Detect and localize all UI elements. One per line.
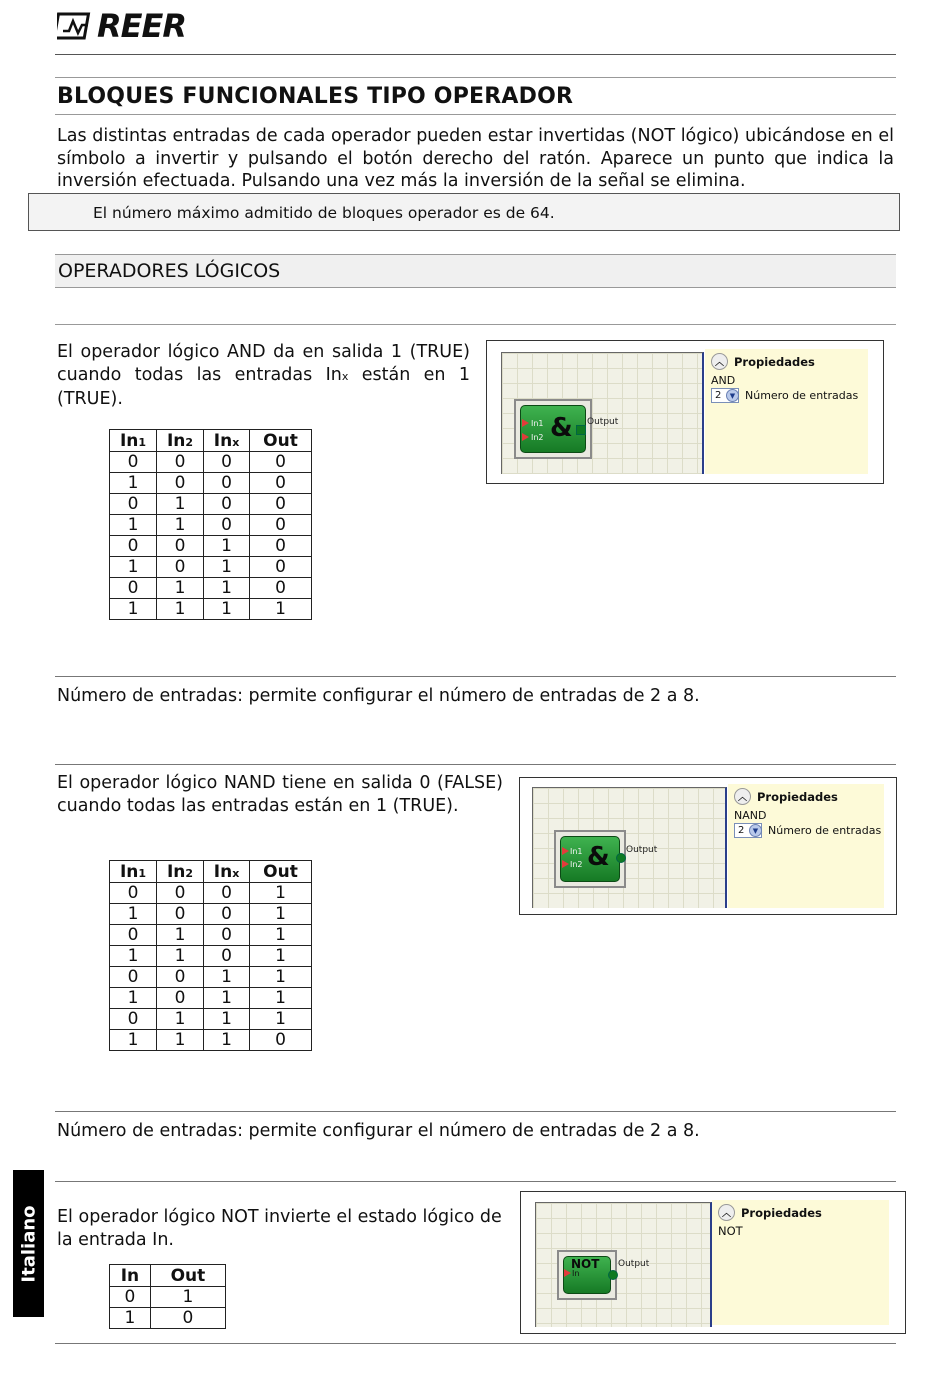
not-divider	[55, 1181, 896, 1182]
nand-inputs-note: Número de entradas: permite configurar el número de entradas de 2 a 8.	[57, 1121, 700, 1141]
table-row	[110, 452, 312, 473]
table-cell: 1	[157, 1009, 204, 1030]
pin-in1: In1	[531, 419, 544, 428]
and-screenshot	[486, 340, 884, 484]
column-header: Out	[150, 1265, 225, 1287]
table-cell: 1	[250, 883, 312, 904]
output-port[interactable]	[608, 1270, 618, 1280]
table-cell: 0	[250, 494, 312, 515]
not-properties-panel	[712, 1200, 889, 1325]
table-cell: 1	[110, 946, 157, 967]
chevron-up-icon[interactable]: ︿	[718, 1204, 735, 1221]
column-header: Inx	[204, 430, 250, 452]
table-cell: 0	[250, 515, 312, 536]
nand-note-divider	[55, 1111, 896, 1112]
and-truth-table	[109, 429, 312, 620]
table-row	[110, 536, 312, 557]
input-arrow-icon	[562, 860, 569, 868]
table-cell: 1	[204, 1009, 250, 1030]
column-header: Inx	[204, 861, 250, 883]
table-cell: 0	[157, 988, 204, 1009]
pin-in2: In2	[531, 433, 544, 442]
output-port[interactable]	[616, 853, 626, 863]
table-cell: 0	[204, 515, 250, 536]
table-cell: 1	[204, 557, 250, 578]
title-divider-bottom	[55, 114, 896, 115]
nand-screenshot	[519, 777, 897, 915]
properties-header[interactable]: ︿ Propiedades	[718, 1204, 822, 1221]
language-tab	[13, 1170, 44, 1317]
subsection-heading	[55, 254, 896, 288]
table-cell: 0	[150, 1308, 225, 1329]
operator-name: NOT	[718, 1224, 743, 1238]
table-cell: 1	[250, 988, 312, 1009]
inputs-label: Número de entradas	[745, 389, 859, 402]
note-box	[28, 193, 900, 231]
column-header: Out	[250, 861, 312, 883]
and-divider	[55, 324, 896, 325]
note-text: El número máximo admitido de bloques operador es de 64.	[93, 204, 555, 222]
footer-divider	[55, 1343, 896, 1344]
language-label: Italiano	[18, 1204, 39, 1283]
table-row	[110, 1009, 312, 1030]
table-cell: 0	[157, 473, 204, 494]
header-divider	[55, 54, 896, 55]
chevron-up-icon[interactable]: ︿	[711, 353, 728, 370]
output-label: Output	[618, 1259, 650, 1269]
table-cell: 0	[157, 967, 204, 988]
table-row	[110, 599, 312, 620]
table-cell: 1	[157, 599, 204, 620]
column-header: In2	[157, 861, 204, 883]
table-cell: 1	[250, 967, 312, 988]
table-row	[110, 557, 312, 578]
table-cell: 1	[250, 599, 312, 620]
table-header-row	[110, 1265, 226, 1287]
table-cell: 1	[250, 946, 312, 967]
table-cell: 1	[110, 988, 157, 1009]
table-row	[110, 988, 312, 1009]
output-port[interactable]	[576, 425, 586, 435]
and-properties-panel	[705, 349, 868, 474]
table-cell: 0	[250, 473, 312, 494]
table-row	[110, 967, 312, 988]
column-header: In1	[110, 861, 157, 883]
section-title: BLOQUES FUNCIONALES TIPO OPERADOR	[57, 84, 574, 109]
input-arrow-icon	[522, 419, 529, 427]
nand-truth-table	[109, 860, 312, 1051]
reer-logo-icon	[57, 11, 93, 41]
table-cell: 0	[204, 946, 250, 967]
column-header: In	[110, 1265, 151, 1287]
chevron-down-icon[interactable]: ▼	[749, 824, 762, 837]
column-header: Out	[250, 430, 312, 452]
inputs-selector[interactable]	[711, 388, 858, 403]
table-cell: 0	[110, 452, 157, 473]
table-cell: 1	[250, 925, 312, 946]
table-cell: 1	[110, 557, 157, 578]
and-inputs-note: Número de entradas: permite configurar el número de entradas de 2 a 8.	[57, 686, 700, 706]
table-row	[110, 883, 312, 904]
properties-header[interactable]: ︿ Propiedades	[734, 788, 838, 805]
table-row	[110, 515, 312, 536]
not-truth-table	[109, 1264, 226, 1329]
and-description	[57, 341, 470, 411]
nand-symbol: &	[587, 842, 610, 872]
table-row	[110, 473, 312, 494]
table-cell: 1	[204, 967, 250, 988]
table-row	[110, 904, 312, 925]
not-description: El operador lógico NOT invierte el estado lógico de la entrada In.	[57, 1207, 502, 1250]
table-cell: 1	[204, 988, 250, 1009]
table-cell: 0	[250, 557, 312, 578]
nand-description: El operador lógico NAND tiene en salida 0 (FALSE) cuando todas las entradas están en 1 (TRUE).	[57, 773, 503, 816]
operator-name: NAND	[734, 809, 767, 822]
output-label: Output	[626, 845, 658, 855]
table-cell: 1	[157, 925, 204, 946]
inputs-select[interactable]: 2	[734, 823, 762, 838]
output-label: Output	[587, 417, 619, 427]
table-cell: 0	[110, 536, 157, 557]
operator-name: AND	[711, 374, 736, 387]
table-row	[110, 494, 312, 515]
table-row	[110, 578, 312, 599]
table-cell: 1	[110, 904, 157, 925]
table-row	[110, 1030, 312, 1051]
table-cell: 1	[157, 946, 204, 967]
table-cell: 1	[204, 578, 250, 599]
table-header-row	[110, 430, 312, 452]
table-cell: 0	[204, 904, 250, 925]
table-cell: 0	[250, 578, 312, 599]
table-cell: 0	[110, 1009, 157, 1030]
table-header-row	[110, 861, 312, 883]
table-cell: 0	[157, 883, 204, 904]
table-cell: 1	[157, 578, 204, 599]
table-cell: 0	[110, 883, 157, 904]
table-cell: 0	[110, 925, 157, 946]
table-cell: 0	[250, 536, 312, 557]
table-cell: 0	[110, 578, 157, 599]
input-arrow-icon	[522, 433, 529, 441]
table-cell: 0	[204, 473, 250, 494]
table-cell: 1	[110, 1030, 157, 1051]
table-cell: 0	[110, 494, 157, 515]
table-cell: 1	[204, 599, 250, 620]
table-row	[110, 925, 312, 946]
table-cell: 0	[110, 967, 157, 988]
table-cell: 0	[204, 925, 250, 946]
input-arrow-icon	[562, 847, 569, 855]
table-cell: 0	[157, 557, 204, 578]
table-cell: 0	[250, 1030, 312, 1051]
and-note-divider	[55, 676, 896, 677]
inputs-select[interactable]: 2	[711, 388, 739, 403]
nand-properties-panel	[728, 784, 884, 908]
table-cell: 0	[204, 452, 250, 473]
and-symbol: &	[550, 413, 573, 443]
brand-name: REER	[97, 7, 186, 45]
not-symbol: NOT	[571, 1257, 600, 1271]
column-header: In2	[157, 430, 204, 452]
table-cell: 1	[110, 473, 157, 494]
table-cell: 1	[250, 904, 312, 925]
table-cell: 1	[110, 599, 157, 620]
table-cell: 0	[157, 536, 204, 557]
pin-in: In	[572, 1269, 580, 1278]
properties-header[interactable]: ︿ Propiedades	[711, 353, 815, 370]
table-cell: 1	[204, 1030, 250, 1051]
table-row	[110, 1287, 226, 1308]
table-cell: 0	[157, 904, 204, 925]
column-header: In1	[110, 430, 157, 452]
inputs-selector[interactable]	[734, 823, 881, 838]
table-cell: 1	[250, 1009, 312, 1030]
and-desc-text: El operador lógico AND da en salida 1 (TRUE) cuando todas las entradas Inx están en 1 (TRUE).	[57, 342, 470, 409]
table-cell: 1	[150, 1287, 225, 1308]
table-cell: 1	[204, 536, 250, 557]
table-cell: 1	[157, 494, 204, 515]
table-cell: 1	[157, 1030, 204, 1051]
nand-divider	[55, 764, 896, 765]
intro-paragraph: Las distintas entradas de cada operador pueden estar invertidas (NOT lógico) ubicándose en el símbolo a invertir y pulsando el botón derecho del ratón. Aparece un punto que indica la inversión efectuada. Pulsando una vez más la inversión de la señal se elimina.	[57, 126, 894, 191]
pin-in1: In1	[570, 847, 583, 856]
table-cell: 0	[204, 494, 250, 515]
table-cell: 0	[250, 452, 312, 473]
inputs-label: Número de entradas	[768, 824, 882, 837]
table-cell: 1	[110, 515, 157, 536]
table-cell: 0	[204, 883, 250, 904]
chevron-down-icon[interactable]: ▼	[726, 389, 739, 402]
pin-in2: In2	[570, 860, 583, 869]
not-screenshot	[520, 1191, 906, 1334]
input-arrow-icon	[564, 1269, 571, 1277]
table-row	[110, 1308, 226, 1329]
table-cell: 1	[157, 515, 204, 536]
reer-logo	[57, 8, 186, 44]
title-divider-top	[55, 77, 896, 78]
chevron-up-icon[interactable]: ︿	[734, 788, 751, 805]
table-cell: 0	[110, 1287, 151, 1308]
table-cell: 0	[157, 452, 204, 473]
table-row	[110, 946, 312, 967]
table-cell: 1	[110, 1308, 151, 1329]
subsection-title: OPERADORES LÓGICOS	[58, 260, 281, 282]
